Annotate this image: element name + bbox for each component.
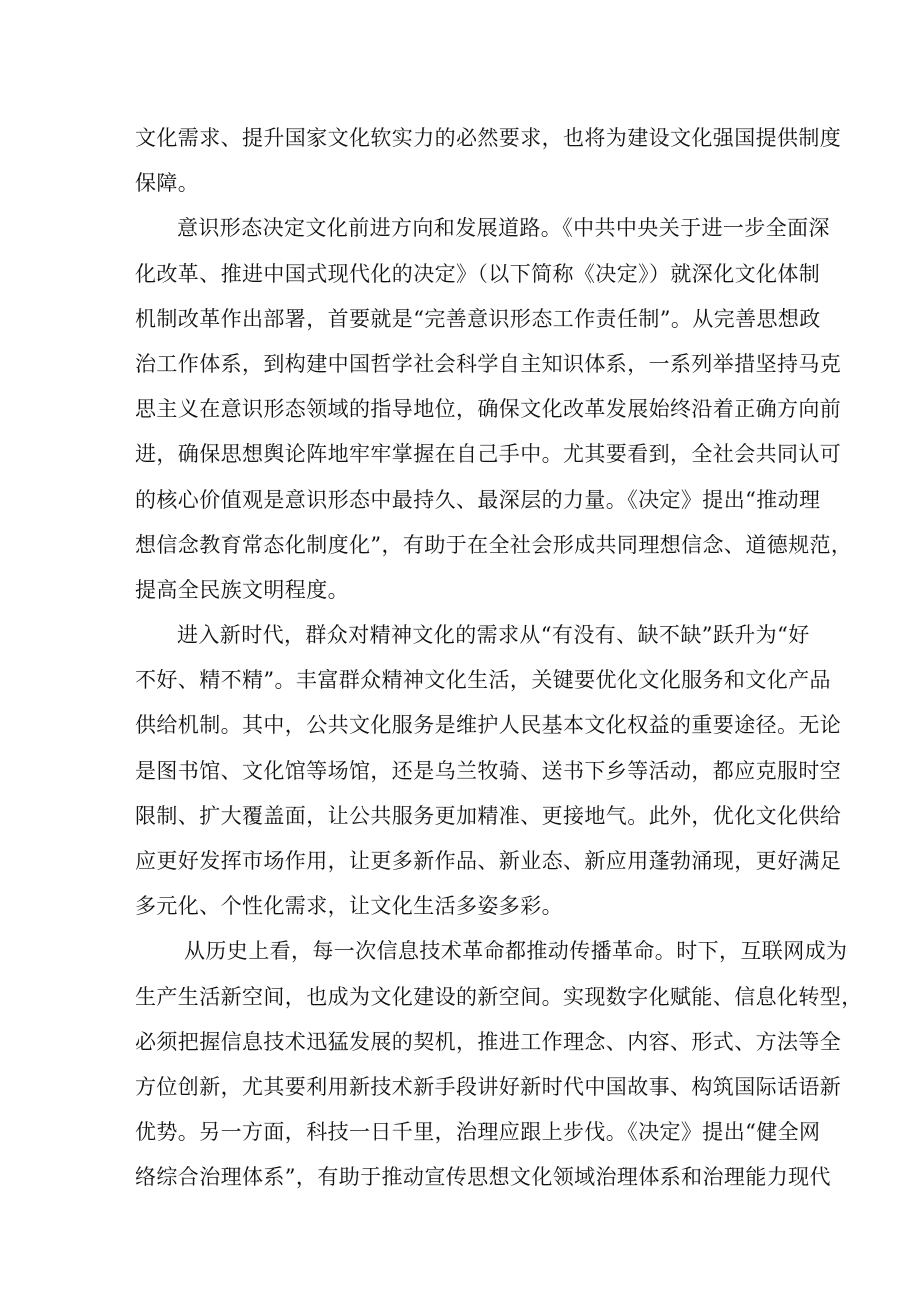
text-line: 机制改革作出部署，首要就是“完善意识形态工作责任制”。从完善思想政 — [135, 306, 821, 331]
paragraph-first-line: 进入新时代，群众对精神文化的需求从“有没有、缺不缺”跃升为“好 — [177, 623, 810, 648]
text-line: 络综合治理体系”，有助于推动宣传思想文化领域治理体系和治理能力现代 — [135, 1165, 831, 1190]
text-line: 化改革、推进中国式现代化的决定》（以下简称《决定》）就深化文化体制 — [135, 261, 821, 286]
text-line: 文化需求、提升国家文化软实力的必然要求，也将为建设文化强国提供制度 — [135, 126, 842, 150]
text-line: 优势。另一方面，科技一日千里，治理应跟上步伐。《决定》提出“健全网 — [135, 1120, 821, 1145]
text-line: 想信念教育常态化制度化”，有助于在全社会形成共同理想信念、道德规范， — [135, 532, 853, 557]
text-line: 不好、精不精”。丰富群众精神文化生活，关键要优化文化服务和文化产品 — [135, 668, 831, 693]
text-line: 治工作体系，到构建中国哲学社会科学自主知识体系，一系列举措坚持马克 — [135, 351, 842, 376]
text-line: 进，确保思想舆论阵地牢牢掌握在自己手中。尤其要看到，全社会共同认可 — [135, 442, 842, 467]
text-line: 必须把握信息技术迅猛发展的契机，推进工作理念、内容、形式、方法等全 — [135, 1029, 842, 1054]
text-line: 多元化、个性化需求，让文化生活多姿多彩。 — [135, 894, 563, 919]
text-line: 思主义在意识形态领域的指导地位，确保文化改革发展始终沿着正确方向前 — [135, 397, 842, 422]
text-line: 限制、扩大覆盖面，让公共服务更加精准、更接地气。此外，优化文化供给 — [135, 803, 842, 828]
paragraph-first-line: 从历史上看，每一次信息技术革命都推动传播革命。时下，互联网成为 — [184, 939, 848, 964]
text-line: 保障。 — [135, 171, 200, 196]
text-line: 供给机制。其中，公共文化服务是维护人民基本文化权益的重要途径。无论 — [135, 713, 842, 738]
text-line: 方位创新，尤其要利用新技术新手段讲好新时代中国故事、构筑国际话语新 — [135, 1074, 842, 1099]
text-line: 提高全民族文明程度。 — [135, 577, 349, 602]
text-line: 是图书馆、文化馆等场馆，还是乌兰牧骑、送书下乡等活动，都应克服时空 — [135, 758, 842, 783]
paragraph-first-line: 意识形态决定文化前进方向和发展道路。《中共中央关于进一步全面深 — [177, 216, 830, 241]
article-body — [135, 116, 863, 1201]
text-line: 应更好发挥市场作用，让更多新作品、新业态、新应用蓬勃涌现，更好满足 — [135, 849, 842, 873]
text-line: 的核心价值观是意识形态中最持久、最深层的力量。《决定》提出“推动理 — [135, 487, 821, 512]
text-line: 生产生活新空间，也成为文化建设的新空间。实现数字化赋能、信息化转型， — [135, 984, 863, 1009]
